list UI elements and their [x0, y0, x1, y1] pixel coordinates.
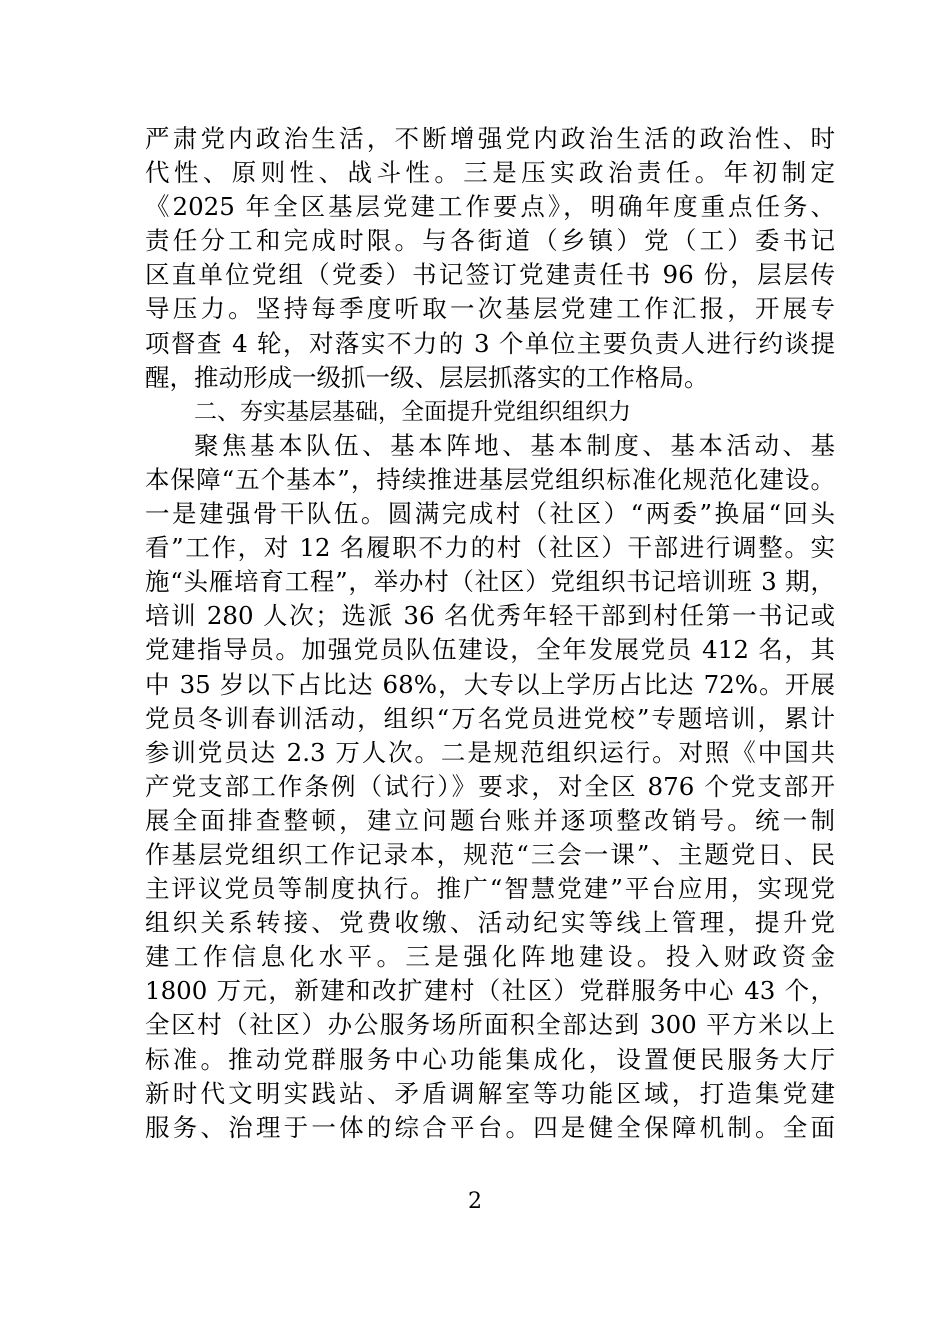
text-line: 培训 280 人次；选派 36 名优秀年轻干部到村任第一书记或	[145, 601, 835, 631]
text-line: 建工作信息化水平。三是强化阵地建设。投入财政资金	[145, 942, 835, 972]
text-line: 服务、治理于一体的综合平台。四是健全保障机制。全面	[145, 1112, 835, 1142]
text-line: 标准。推动党群服务中心功能集成化，设置便民服务大厅	[145, 1044, 835, 1074]
text-line: 《2025 年全区基层党建工作要点》，明确年度重点任务、	[145, 192, 835, 222]
text-line: 全区村（社区）办公服务场所面积全部达到 300 平方米以上	[145, 1010, 835, 1040]
text-line: 主评议党员等制度执行。推广“智慧党建”平台应用，实现党	[145, 874, 835, 904]
body-text	[145, 122, 835, 1145]
text-line: 产党支部工作条例（试行）》要求，对全区 876 个党支部开	[145, 771, 835, 801]
text-line: 区直单位党组（党委）书记签订党建责任书 96 份，层层传	[145, 260, 835, 290]
text-line: 导压力。坚持每季度听取一次基层党建工作汇报，开展专	[145, 294, 835, 324]
text-line: 党建指导员。加强党员队伍建设，全年发展党员 412 名，其	[145, 635, 835, 665]
text-line: 中 35 岁以下占比达 68%，大专以上学历占比达 72%。开展	[145, 669, 835, 699]
text-line: 责任分工和完成时限。与各街道（乡镇）党（工）委书记	[145, 226, 835, 256]
text-line: 展全面排查整顿，建立问题台账并逐项整改销号。统一制	[145, 805, 835, 835]
text-line: 一是建强骨干队伍。圆满完成村（社区）“两委”换届“回头	[145, 499, 835, 529]
text-line: 本保障“五个基本”，持续推进基层党组织标准化规范化建设。	[145, 464, 835, 494]
text-line: 作基层党组织工作记录本，规范“三会一课”、主题党日、民	[145, 839, 835, 869]
page-number: 2	[468, 1189, 482, 1214]
text-line: 聚焦基本队伍、基本阵地、基本制度、基本活动、基	[194, 430, 835, 460]
text-line: 新时代文明实践站、矛盾调解室等功能区域，打造集党建	[145, 1078, 835, 1108]
text-line: 施“头雁培育工程”，举办村（社区）党组织书记培训班 3 期，	[145, 567, 835, 597]
text-line: 项督查 4 轮，对落实不力的 3 个单位主要负责人进行约谈提	[145, 328, 835, 358]
text-line: 1800 万元，新建和改扩建村（社区）党群服务中心 43 个，	[145, 976, 835, 1006]
text-line: 组织关系转接、党费收缴、活动纪实等线上管理，提升党	[145, 908, 835, 938]
section-heading: 二、夯实基层基础，全面提升党组织组织力	[194, 398, 631, 425]
text-line: 参训党员达 2.3 万人次。二是规范组织运行。对照《中国共	[145, 737, 835, 767]
text-line: 严肃党内政治生活，不断增强党内政治生活的政治性、时	[145, 124, 835, 153]
text-line: 醒，推动形成一级抓一级、层层抓落实的工作格局。	[145, 362, 709, 392]
text-line: 看”工作，对 12 名履职不力的村（社区）干部进行调整。实	[145, 533, 835, 563]
text-line: 代性、原则性、战斗性。三是压实政治责任。年初制定	[145, 158, 835, 188]
text-line: 党员冬训春训活动，组织“万名党员进党校”专题培训，累计	[145, 703, 835, 733]
